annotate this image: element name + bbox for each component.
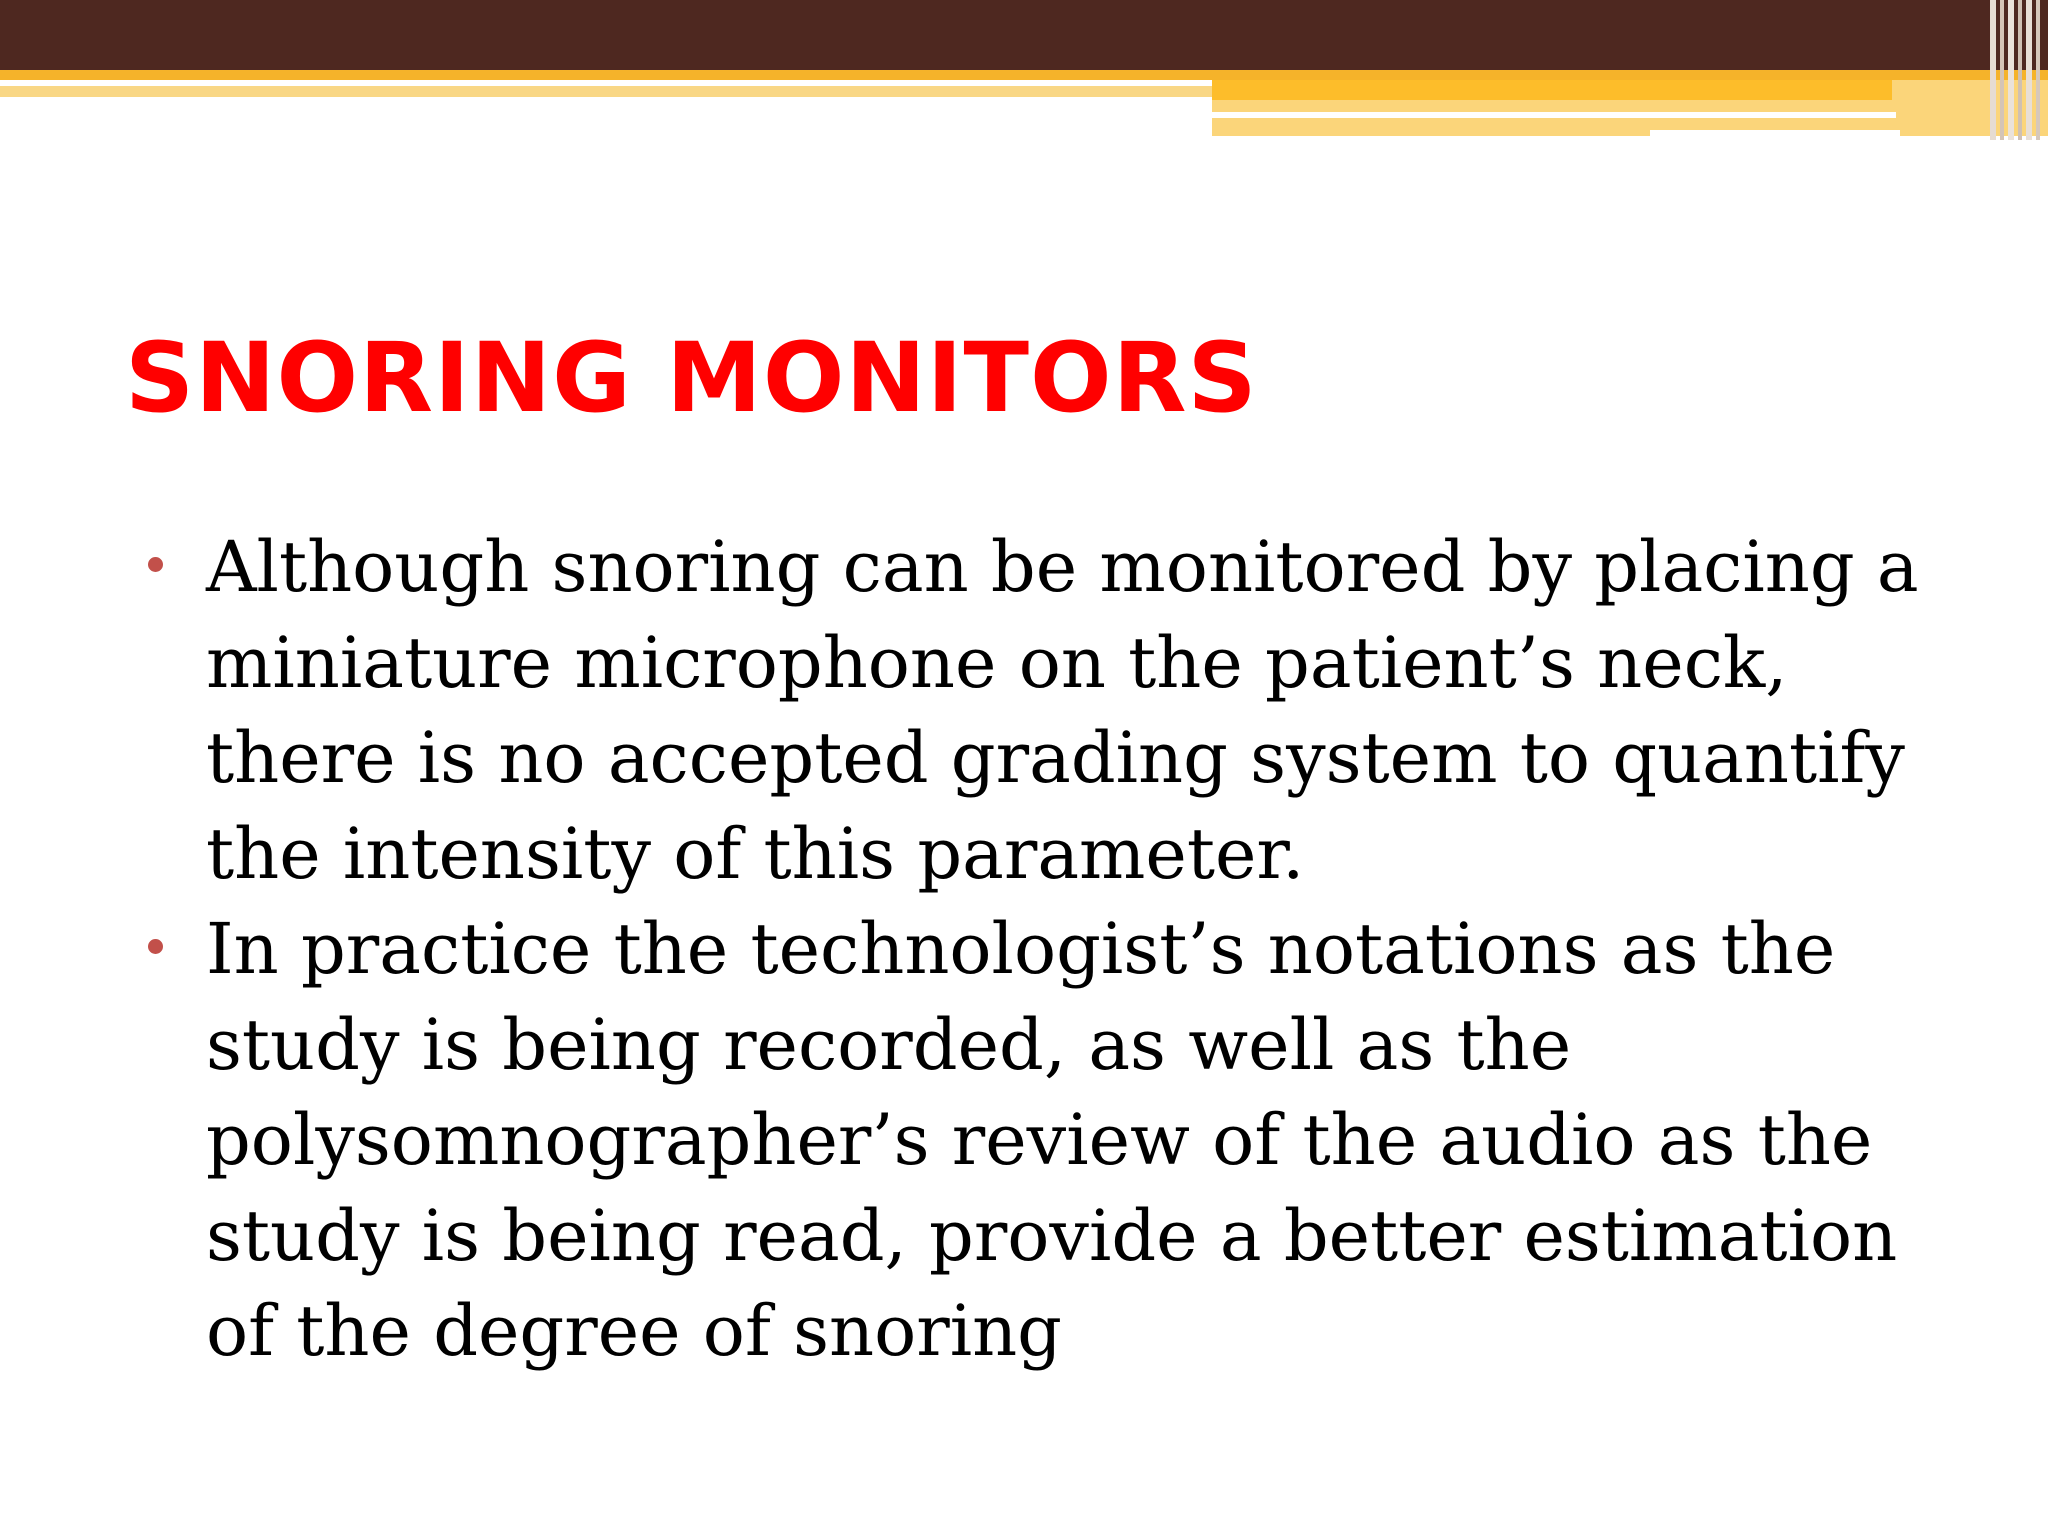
- bullet-list: [140, 520, 1980, 1380]
- white-strip-short: [1650, 130, 1900, 136]
- white-strip: [1212, 112, 1896, 118]
- corner-stripe: [2036, 0, 2040, 140]
- bullet-line: In practice the technologist’s notations as the: [206, 908, 1836, 990]
- gold-block-inner: [1212, 80, 1892, 100]
- corner-stripe: [1990, 0, 1996, 140]
- bullet-line: there is no accepted grading system to quantify: [206, 717, 1905, 799]
- bullet-dot-icon: [148, 557, 163, 572]
- gold-line: [0, 70, 2048, 80]
- bullet-line: of the degree of snoring: [206, 1290, 1062, 1372]
- bullet-line: study is being recorded, as well as the: [206, 1003, 1572, 1086]
- corner-stripe: [2000, 0, 2004, 140]
- bullet-line: Although snoring can be monitored by placing a: [206, 526, 1919, 608]
- bullet-line: study is being read, provide a better estimation: [206, 1194, 1898, 1277]
- bullet-line: the intensity of this parameter.: [206, 812, 1305, 895]
- top-band: [0, 0, 2048, 70]
- bullet-line: polysomnographer’s review of the audio as the: [206, 1099, 1873, 1181]
- bullet-dot-icon: [148, 939, 163, 954]
- bullet-line: miniature microphone on the patient’s neck,: [206, 621, 1788, 704]
- corner-stripe: [2026, 0, 2032, 140]
- slide-title: SNORING MONITORS: [125, 322, 1258, 434]
- bullet-item: [140, 520, 1980, 902]
- gold-line-light: [0, 86, 1212, 97]
- corner-stripe: [2008, 0, 2014, 140]
- corner-stripe: [2018, 0, 2022, 140]
- bullet-item: [140, 902, 1980, 1380]
